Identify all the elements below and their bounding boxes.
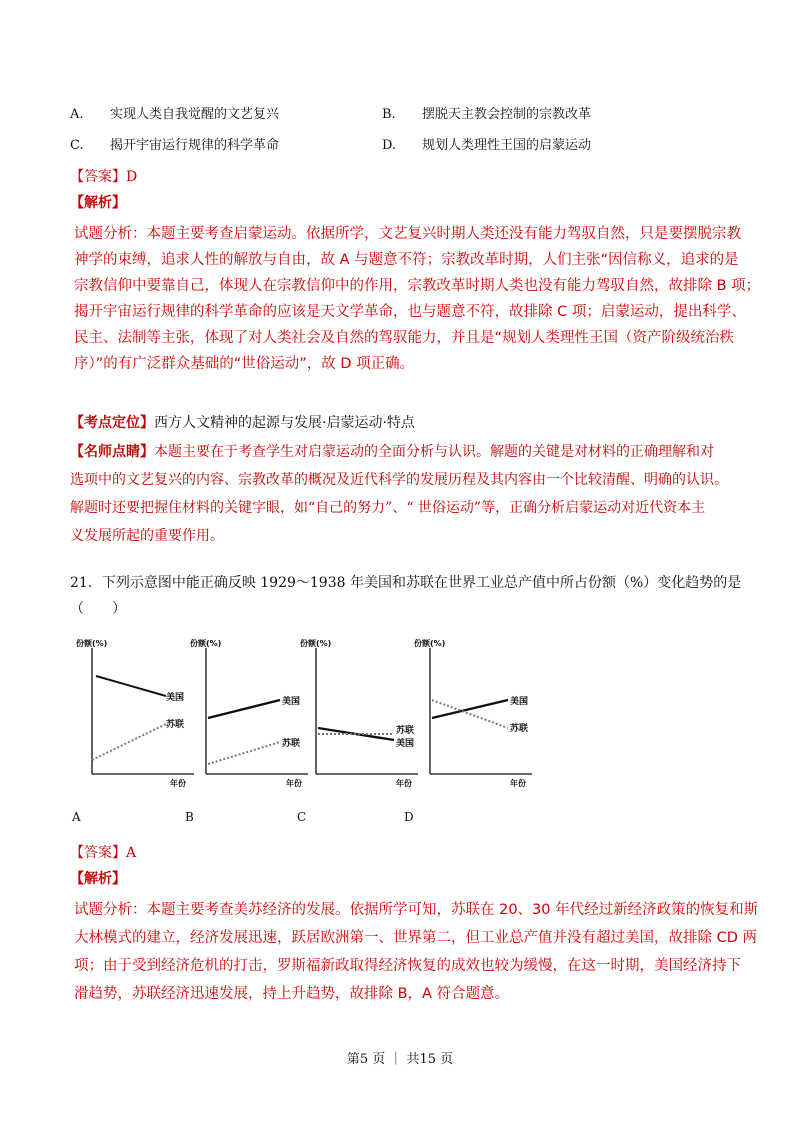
analysis-line: 序）”的有广泛群众基础的“世俗运动”，故 D 项正确。 [74,356,415,372]
analysis-line: 揭开宇宙运行规律的科学革命的应该是天文学革命，也与题意不符，故排除 C 项；启蒙运动，提出科学、 [74,304,746,320]
chart-c [300,636,420,788]
analysis-line: 滑趋势，苏联经济迅速发展，持上升趋势，故排除 B，A 符合题意。 [74,986,510,1002]
analysis-line: 神学的束缚，追求人性的解放与自由，故 A 与题意不符；宗教改革时期，人们主张“因信称义，追求的是 [74,252,739,268]
option-b [382,103,591,122]
y-axis-title: 份额(%) [190,639,222,648]
usa-label: 美国 [510,697,529,707]
usa-label: 美国 [396,739,415,749]
usa-label: 美国 [166,693,185,703]
answer-value: A [126,845,137,861]
option-letter: C. [70,138,84,153]
chart-label-a: A [72,810,81,824]
chart-d-svg [414,636,534,788]
x-axis-title: 年份 [170,779,186,788]
analysis-line: 试题分析：本题主要考查美苏经济的发展。依据所学可知，苏联在 20、30 年代经过新经济政策的恢复和斯 [74,902,759,918]
option-text: 摆脱天主教会控制的宗教改革 [422,107,592,122]
usa-line [96,676,166,696]
chart-label-d: D [404,810,414,824]
ussr-label: 苏联 [510,724,529,734]
q20-analysis-tag: 【解析】 [70,195,126,211]
ussr-line [208,742,280,764]
analysis-line: 大林模式的建立，经济发展迅速，跃居欧洲第一、世界第二，但工业总产值并没有超过美国，故排除 CD 两 [74,930,758,946]
chart-label-c: C [297,810,307,824]
ussr-line [432,700,508,728]
option-d [382,134,591,153]
q20-analysis [74,221,760,377]
analysis-line: 宗教信仰中要靠自己，体现人在宗教信仰中的作用，宗教改革时期人类也没有能力驾驭自然，故排除 B 项； [74,278,761,294]
option-text: 规划人类理性王国的启蒙运动 [422,138,592,153]
q21-stem-line: 21．下列示意图中能正确反映 1929～1938 年美国和苏联在世界工业总产值中所占份额（%）变化趋势的是 [70,575,742,591]
analysis-line: 民主、法制等主张，体现了对人类社会及自然的驾驭能力，并且是“规划人类理性王国（资产阶级统治秩 [74,330,735,346]
answer-value: D [126,169,138,185]
q20-answer [70,166,137,186]
usa-line [208,700,280,718]
analysis-line: 试题分析：本题主要考查启蒙运动。依据所学，文艺复兴时期人类还没有能力驾驭自然，只是要摆脱宗教 [74,226,741,242]
option-letter: D. [382,138,397,153]
y-axis-title: 份额(%) [414,639,446,648]
option-c [70,134,279,153]
option-letter: B. [382,107,396,122]
ussr-label: 苏联 [166,720,185,730]
q21-analysis [74,896,758,1008]
q21-stem [70,570,741,622]
chart-b-svg [190,636,310,788]
answer-tag: 【答案】 [70,845,126,861]
kaodian-text: 西方人文精神的起源与发展·启蒙运动·特点 [154,415,415,431]
q20-kaodian [70,412,415,432]
mingshi-line: 选项中的文艺复兴的内容、宗教改革的概况及近代科学的发展历程及其内容由一个比较清醒、明确的认识。 [70,472,728,488]
mingshi-tag: 【名师点睛】 [70,444,154,460]
q21-answer [70,842,136,862]
chart-c-svg [300,636,420,788]
usa-label: 美国 [282,697,301,707]
x-axis-title: 年份 [396,779,412,788]
x-axis-title: 年份 [286,779,302,788]
option-text: 实现人类自我觉醒的文艺复兴 [110,107,280,122]
kaodian-tag: 【考点定位】 [70,415,154,431]
page-footer: 第5 页 ｜ 共15 页 [346,1052,454,1067]
chart-a-svg [76,636,196,788]
option-a [70,103,279,122]
ussr-label: 苏联 [396,726,415,736]
chart-d [414,636,534,788]
chart-a [76,636,196,788]
chart-label-b: B [185,810,194,824]
chart-b [190,636,310,788]
y-axis-title: 份额(%) [76,639,108,648]
ussr-line [92,724,166,760]
usa-line [432,700,508,718]
q21-analysis-tag: 【解析】 [70,871,126,887]
mingshi-line: 解题时还要把握住材料的关键字眼，如“自己的努力”、“ 世俗运动”等，正确分析启蒙运动对近代资本主 [70,500,706,516]
option-text: 揭开宇宙运行规律的科学革命 [110,138,280,153]
mingshi-line: 义发展所起的重要作用。 [70,528,224,544]
q20-mingshi [70,438,728,550]
option-letter: A. [70,107,84,122]
q21-stem-paren: （ ） [70,601,126,617]
y-axis-title: 份额(%) [300,639,332,648]
x-axis-title: 年份 [510,779,526,788]
answer-tag: 【答案】 [70,169,126,185]
mingshi-line: 本题主要在于考查学生对启蒙运动的全面分析与认识。解题的关键是对材料的正确理解和对 [154,444,714,460]
analysis-line: 项；由于受到经济危机的打击，罗斯福新政取得经济恢复的成效也较为缓慢，在这一时期，美国经济持下 [74,958,741,974]
ussr-label: 苏联 [282,739,301,749]
